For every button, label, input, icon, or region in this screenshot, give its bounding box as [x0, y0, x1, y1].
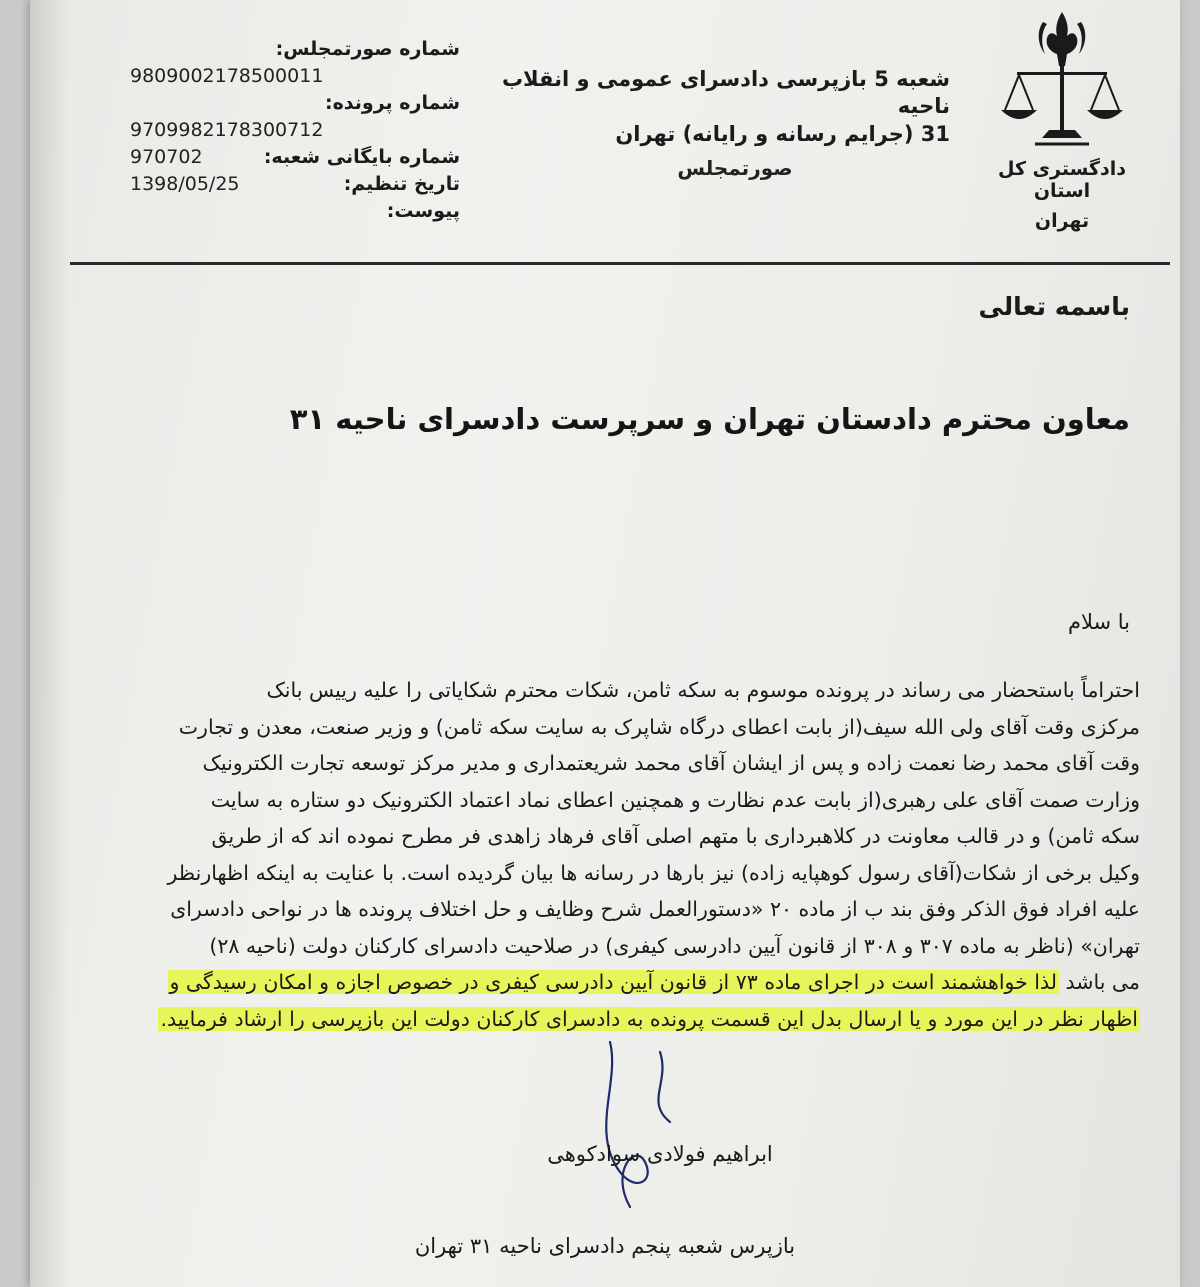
paragraph-line: علیه افراد فوق الذکر وفق بند ب از ماده ۲۰ «دستورالعمل شرح وظایف و حل اختلاف پرونده ها در نواحی دادسرای	[170, 897, 1140, 921]
addressee: معاون محترم دادستان تهران و سرپرست دادسرای ناحیه ۳۱	[289, 402, 1130, 436]
paragraph-line: وقت آقای محمد رضا نعمت زاده و پس از ایشان آقای محمد شریعتمداری و مدیر مرکز توسعه تجارت الکترونیک	[202, 751, 1140, 775]
paragraph-line: وکیل برخی از شکات(آقای رسول کوهپایه زاده) نیز بارها در رسانه ها بیان گردیده است. با عنایت به اینکه اظهارنظر	[167, 860, 1140, 885]
record-number: 9809002178500011	[130, 65, 324, 87]
greeting: با سلام	[1067, 610, 1130, 634]
paragraph-line: وزارت صمت آقای علی رهبری(از بابت عدم نظارت و همچنین اعطای نماد اعتماد الکترونیک دو ستاره به سایت	[210, 787, 1140, 812]
line-plain-text: می باشد	[1059, 970, 1140, 994]
attachment-label: پیوست:	[386, 200, 460, 222]
case-number: 9709982178300712	[130, 119, 324, 141]
paragraph-line: سکه ثامن) و در قالب معاونت در کلاهبرداری با متهم اصلی آقای فرهاد زاهدی فر مطرح نموده اند که از طریق	[211, 824, 1140, 848]
branch-line-2: 31 (جرایم رسانه و رایانه) تهران	[615, 121, 950, 146]
date-label: تاریخ تنظیم:	[343, 173, 460, 195]
case-number-value	[130, 117, 460, 144]
letter-paragraph	[30, 672, 1140, 1037]
paragraph-line: تهران» (ناظر به ماده ۳۰۷ و ۳۰۸ از قانون آیین دادرسی کیفری) در صلاحیت دادسرای کارکنان دولت (ناحیه ۲۸)	[209, 933, 1140, 958]
archive-number-label: شماره بایگانی شعبه:	[263, 146, 460, 168]
paragraph-line-highlighted-start	[30, 964, 1140, 1001]
case-number-label: شماره پرونده:	[324, 92, 460, 114]
branch-title	[450, 66, 950, 148]
highlighted-text: لذا خواهشمند است در اجرای ماده ۷۳ از قانون آیین دادرسی کیفری در خصوص اجازه و امکان رسیدگی و	[169, 970, 1057, 994]
record-number-label: شماره صورتمجلس:	[275, 38, 460, 60]
date-row	[130, 171, 460, 198]
highlighted-text: اظهار نظر در این مورد و یا ارسال بدل این قسمت پرونده به دادسرای کارکنان دولت این بازپرسی را ارشاد فرمایید.	[160, 1006, 1138, 1031]
paragraph-line: مرکزی وقت آقای ولی الله سیف(از بابت اعطای درگاه شاپرک به سایت سکه ثامن) و وزیر صنعت، معدن و تجارت	[178, 714, 1140, 739]
record-metadata	[130, 36, 460, 225]
court-name: دادگستری کل استان	[997, 158, 1126, 202]
invocation: باسمه تعالی	[978, 292, 1130, 321]
signer-name: ابراهیم فولادی سوادکوهی	[547, 1142, 773, 1166]
judiciary-emblem-icon	[987, 6, 1137, 156]
handwritten-signature	[550, 1022, 750, 1222]
signer-title: بازپرس شعبه پنجم دادسرای ناحیه ۳۱ تهران	[414, 1234, 796, 1258]
record-number-value	[130, 63, 460, 90]
date-value: 1398/05/25	[130, 173, 240, 195]
letter-body	[30, 262, 1180, 1287]
document-type: صورتمجلس	[677, 156, 793, 180]
paragraph-line: احتراماً باستحضار می رساند در پرونده موسوم به سکه ثامن، شکات محترم شکایاتی را علیه رییس بانک	[266, 678, 1140, 702]
archive-number: 970702	[130, 146, 203, 168]
document-page	[30, 0, 1180, 1287]
court-city: تهران	[1034, 210, 1090, 232]
archive-row	[130, 144, 460, 171]
branch-line-1: شعبه 5 بازپرسی دادسرای عمومی و انقلاب ناحیه	[501, 67, 950, 119]
court-emblem-block	[972, 6, 1152, 232]
letterhead	[70, 0, 1170, 265]
